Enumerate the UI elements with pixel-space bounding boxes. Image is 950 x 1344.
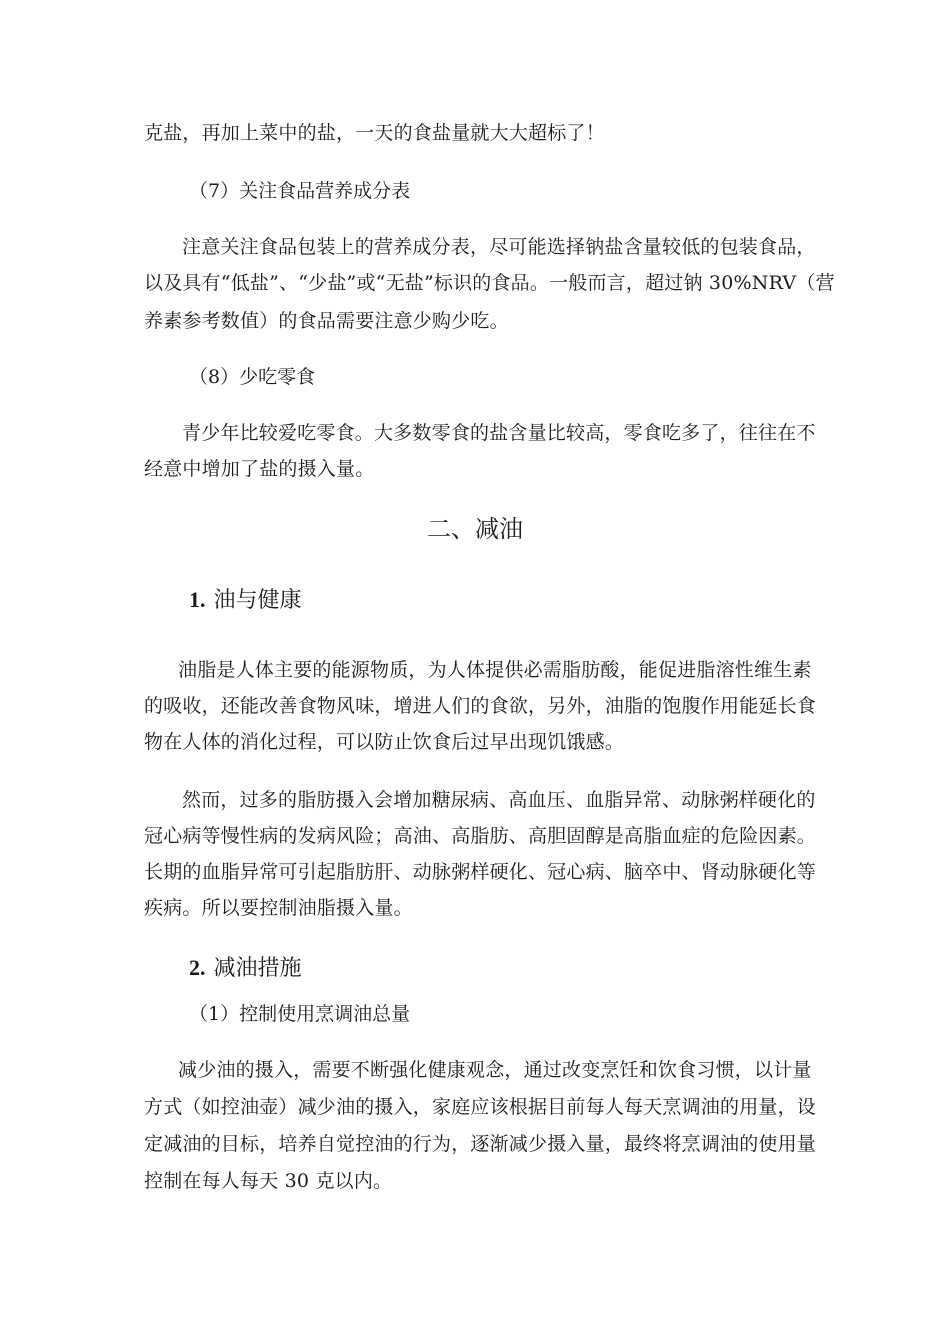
- paragraph-line: 然而，过多的脂肪摄入会增加糖尿病、高血压、血脂异常、动脉粥样硬化的: [182, 789, 816, 811]
- paragraph-line: 注意关注食品包装上的营养成分表，尽可能选择钠盐含量较低的包装食品，: [182, 236, 816, 258]
- heading-oil-health: [189, 580, 302, 621]
- section-title: 二、减油: [427, 515, 523, 543]
- paragraph-line: 定减油的目标，培养自觉控油的行为，逐渐减少摄入量，最终将烹调油的使用量: [144, 1133, 817, 1155]
- subsection-title-1: （1）控制使用烹调油总量: [189, 1003, 411, 1025]
- heading-text: 减油措施: [213, 956, 302, 981]
- paragraph-line: 青少年比较爱吃零食。大多数零食的盐含量比较高，零食吃多了，往往在不: [182, 422, 816, 444]
- paragraph-line: 油脂是人体主要的能源物质，为人体提供必需脂肪酸，能促进脂溶性维生素: [178, 659, 812, 681]
- heading-number: 2.: [189, 955, 206, 980]
- heading-text: 油与健康: [213, 588, 302, 613]
- paragraph-line: 长期的血脂异常可引起脂肪肝、动脉粥样硬化、冠心病、脑卒中、肾动脉硬化等: [144, 861, 817, 883]
- heading-number: 1.: [189, 587, 206, 612]
- paragraph-line: 疾病。所以要控制油脂摄入量。: [144, 897, 413, 919]
- paragraph-line: 物在人体的消化过程，可以防止饮食后过早出现饥饿感。: [144, 731, 625, 753]
- paragraph-line: 控制在每人每天 30 克以内。: [144, 1170, 393, 1192]
- subsection-title-8: （8）少吃零食: [189, 366, 316, 388]
- paragraph-line: 冠心病等慢性病的发病风险；高油、高脂肪、高胆固醇是高脂血症的危险因素。: [144, 825, 817, 847]
- paragraph-line: 养素参考数值）的食品需要注意少购少吃。: [144, 310, 509, 332]
- heading-oil-reduction: [189, 948, 302, 989]
- paragraph-line: 以及具有“低盐”、“少盐”或“无盐”标识的食品。一般而言，超过钠 30%NRV（营: [144, 272, 835, 294]
- paragraph-line: 经意中增加了盐的摄入量。: [144, 458, 375, 480]
- paragraph-line: 方式（如控油壶）减少油的摄入，家庭应该根据目前每人每天烹调油的用量，设: [144, 1096, 817, 1118]
- paragraph-line: 克盐，再加上菜中的盐，一天的食盐量就大大超标了！: [144, 122, 605, 144]
- paragraph-line: 的吸收，还能改善食物风味，增进人们的食欲，另外，油脂的饱腹作用能延长食: [144, 695, 817, 717]
- subsection-title-7: （7）关注食品营养成分表: [189, 180, 411, 202]
- paragraph-line: 减少油的摄入，需要不断强化健康观念，通过改变烹饪和饮食习惯，以计量: [178, 1059, 812, 1081]
